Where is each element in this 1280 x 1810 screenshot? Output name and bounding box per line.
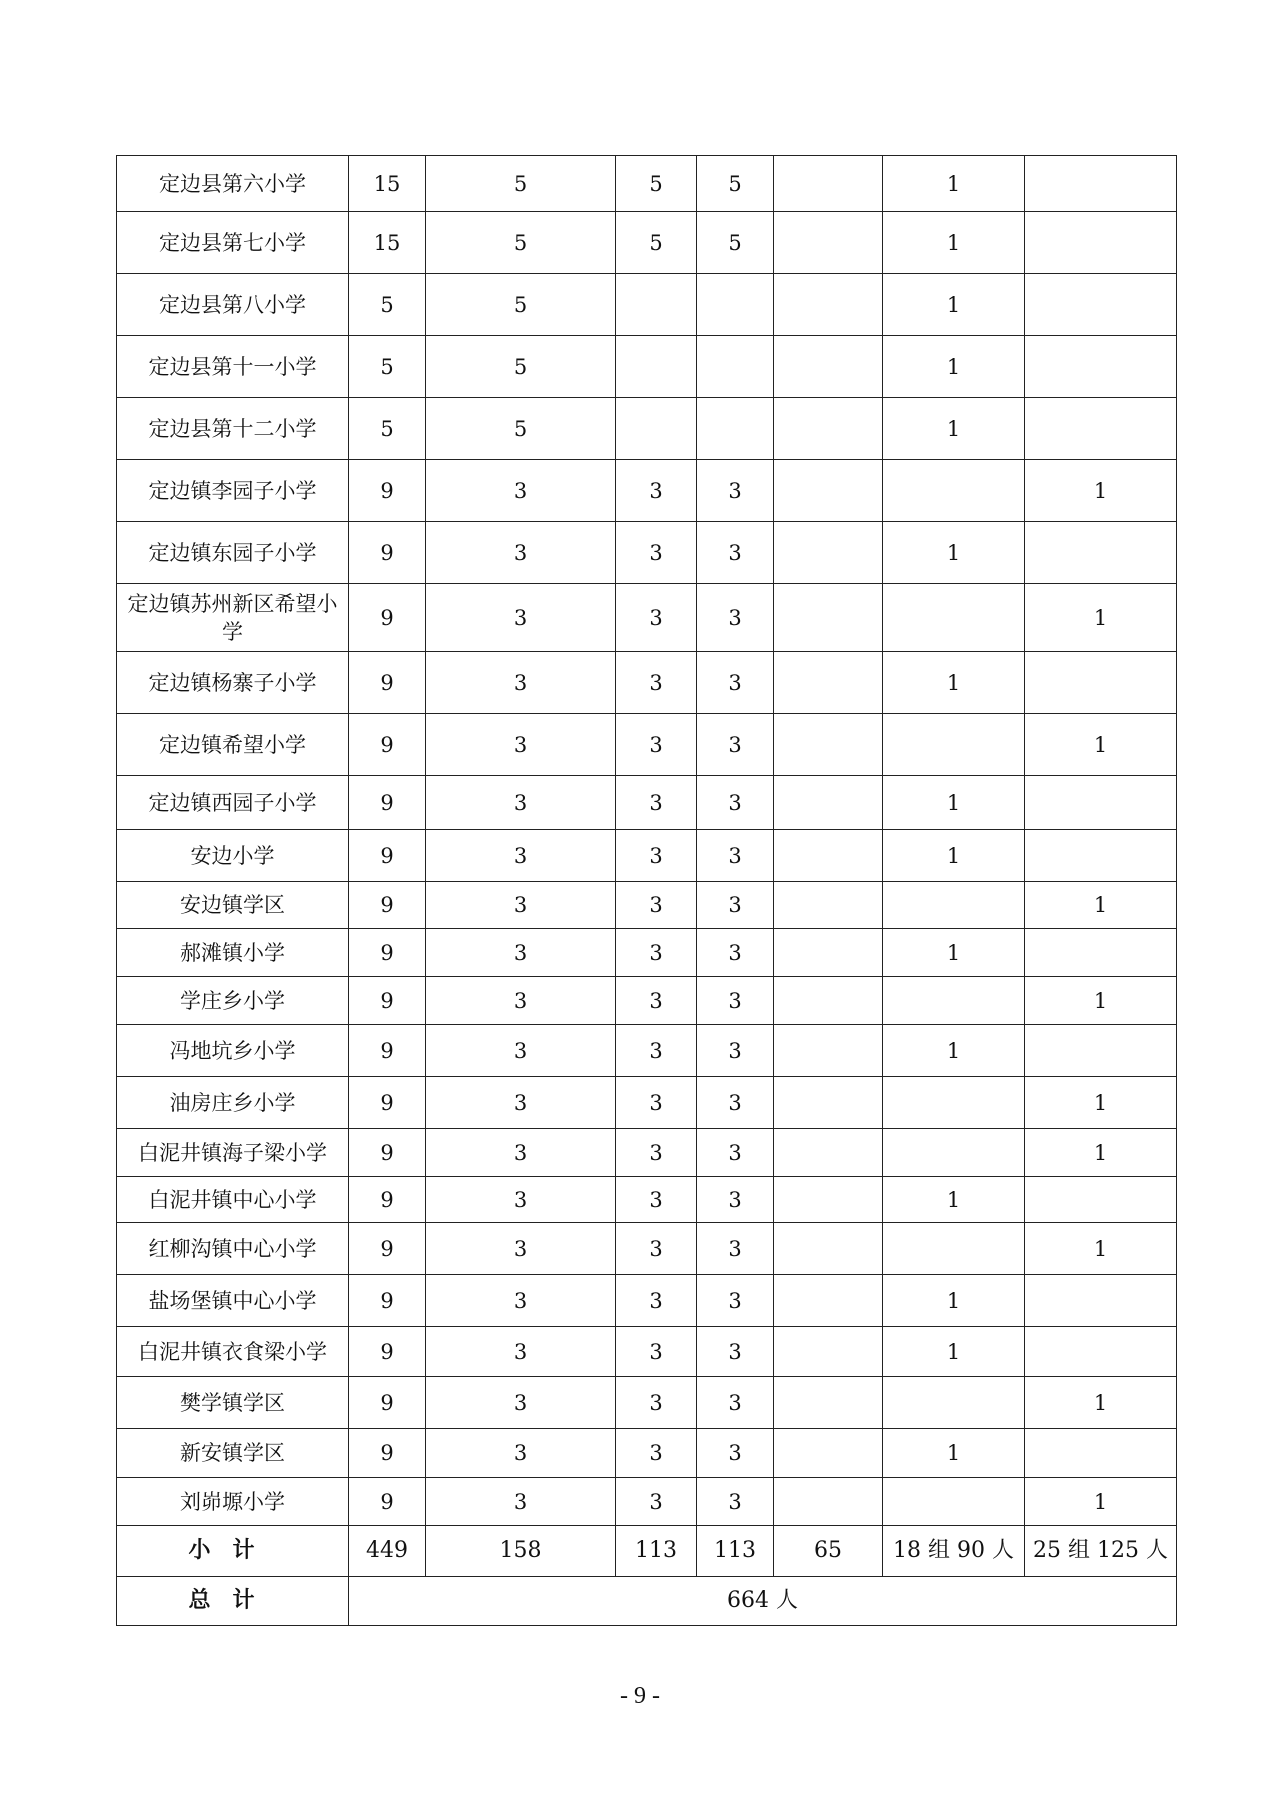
value-cell-c5 (774, 460, 883, 522)
table-row (117, 882, 1177, 929)
value-cell-c6: 1 (883, 1327, 1025, 1377)
value-cell-c4: 3 (697, 1077, 774, 1129)
value-cell-c5 (774, 1275, 883, 1327)
value-cell-c4: 3 (697, 1025, 774, 1077)
subtotal-col7: 25 组 125 人 (1025, 1526, 1177, 1577)
value-cell-total: 9 (349, 977, 426, 1025)
value-cell-c4: 3 (697, 1478, 774, 1526)
school-name-cell: 定边县第十二小学 (117, 398, 349, 460)
table-row (117, 652, 1177, 714)
value-cell-total: 9 (349, 1478, 426, 1526)
value-cell-c2: 5 (426, 212, 616, 274)
value-cell-c7 (1025, 522, 1177, 584)
value-cell-c5 (774, 1478, 883, 1526)
value-cell-c4: 3 (697, 652, 774, 714)
value-cell-c7 (1025, 274, 1177, 336)
value-cell-c3: 3 (616, 977, 697, 1025)
value-cell-c3: 3 (616, 882, 697, 929)
value-cell-total: 9 (349, 929, 426, 977)
value-cell-c2: 3 (426, 1025, 616, 1077)
value-cell-c3: 3 (616, 776, 697, 830)
table-row (117, 1077, 1177, 1129)
value-cell-c6: 1 (883, 1429, 1025, 1478)
school-name-cell: 定边镇西园子小学 (117, 776, 349, 830)
value-cell-c5 (774, 1429, 883, 1478)
value-cell-c6: 1 (883, 212, 1025, 274)
value-cell-c7 (1025, 1327, 1177, 1377)
value-cell-total: 9 (349, 1429, 426, 1478)
table-row (117, 1478, 1177, 1526)
value-cell-c6 (883, 1223, 1025, 1275)
value-cell-c3: 3 (616, 1429, 697, 1478)
value-cell-c5 (774, 1129, 883, 1177)
value-cell-c2: 3 (426, 1177, 616, 1223)
value-cell-total: 9 (349, 522, 426, 584)
value-cell-c3: 3 (616, 1129, 697, 1177)
value-cell-c2: 3 (426, 714, 616, 776)
value-cell-c7 (1025, 1275, 1177, 1327)
value-cell-c7: 1 (1025, 460, 1177, 522)
school-name-cell: 安边小学 (117, 830, 349, 882)
value-cell-c6 (883, 460, 1025, 522)
value-cell-total: 9 (349, 652, 426, 714)
value-cell-c3: 5 (616, 212, 697, 274)
value-cell-c4: 5 (697, 212, 774, 274)
value-cell-c7: 1 (1025, 977, 1177, 1025)
value-cell-total: 9 (349, 584, 426, 652)
value-cell-c2: 3 (426, 1077, 616, 1129)
value-cell-c4: 3 (697, 929, 774, 977)
school-name-cell: 新安镇学区 (117, 1429, 349, 1478)
value-cell-c5 (774, 1377, 883, 1429)
value-cell-c4: 3 (697, 882, 774, 929)
value-cell-c7 (1025, 398, 1177, 460)
value-cell-c4: 3 (697, 1275, 774, 1327)
value-cell-c6: 1 (883, 1275, 1025, 1327)
school-name-cell: 郝滩镇小学 (117, 929, 349, 977)
value-cell-c4: 3 (697, 977, 774, 1025)
value-cell-c2: 3 (426, 1327, 616, 1377)
value-cell-c2: 5 (426, 156, 616, 212)
table-row (117, 1025, 1177, 1077)
value-cell-c3: 3 (616, 1377, 697, 1429)
value-cell-total: 5 (349, 398, 426, 460)
value-cell-c6 (883, 882, 1025, 929)
value-cell-c5 (774, 830, 883, 882)
value-cell-c6 (883, 977, 1025, 1025)
value-cell-c6 (883, 1377, 1025, 1429)
table-row (117, 1223, 1177, 1275)
table-row (117, 212, 1177, 274)
value-cell-c7 (1025, 1177, 1177, 1223)
value-cell-c7 (1025, 212, 1177, 274)
value-cell-c6: 1 (883, 1177, 1025, 1223)
value-cell-c6: 1 (883, 776, 1025, 830)
value-cell-total: 9 (349, 1025, 426, 1077)
value-cell-c4: 3 (697, 522, 774, 584)
value-cell-total: 9 (349, 714, 426, 776)
value-cell-c6: 1 (883, 398, 1025, 460)
value-cell-c6: 1 (883, 929, 1025, 977)
value-cell-c6: 1 (883, 652, 1025, 714)
school-name-cell: 白泥井镇衣食梁小学 (117, 1327, 349, 1377)
value-cell-c3: 5 (616, 156, 697, 212)
value-cell-c7 (1025, 929, 1177, 977)
value-cell-c2: 5 (426, 398, 616, 460)
value-cell-total: 5 (349, 336, 426, 398)
value-cell-c6 (883, 714, 1025, 776)
value-cell-c5 (774, 584, 883, 652)
value-cell-c4: 3 (697, 584, 774, 652)
value-cell-c3: 3 (616, 1275, 697, 1327)
table-row (117, 336, 1177, 398)
value-cell-c3: 3 (616, 460, 697, 522)
value-cell-total: 9 (349, 1275, 426, 1327)
value-cell-c4 (697, 398, 774, 460)
value-cell-c4: 3 (697, 830, 774, 882)
value-cell-c2: 3 (426, 1223, 616, 1275)
value-cell-total: 9 (349, 776, 426, 830)
value-cell-c3: 3 (616, 522, 697, 584)
value-cell-c2: 3 (426, 977, 616, 1025)
value-cell-c6: 1 (883, 336, 1025, 398)
table-row (117, 1377, 1177, 1429)
value-cell-c4: 3 (697, 1177, 774, 1223)
value-cell-c5 (774, 336, 883, 398)
value-cell-c6 (883, 1478, 1025, 1526)
value-cell-c3: 3 (616, 1077, 697, 1129)
value-cell-c2: 3 (426, 776, 616, 830)
value-cell-c4: 5 (697, 156, 774, 212)
school-name-cell: 白泥井镇海子梁小学 (117, 1129, 349, 1177)
value-cell-total: 9 (349, 1129, 426, 1177)
value-cell-c7: 1 (1025, 584, 1177, 652)
school-name-cell: 定边县第七小学 (117, 212, 349, 274)
value-cell-c7: 1 (1025, 1223, 1177, 1275)
value-cell-c2: 3 (426, 830, 616, 882)
value-cell-c2: 3 (426, 1478, 616, 1526)
value-cell-total: 9 (349, 1377, 426, 1429)
table-row (117, 1129, 1177, 1177)
value-cell-c6 (883, 584, 1025, 652)
value-cell-c6: 1 (883, 522, 1025, 584)
value-cell-c5 (774, 714, 883, 776)
table-row (117, 1429, 1177, 1478)
value-cell-c3: 3 (616, 652, 697, 714)
value-cell-c2: 3 (426, 460, 616, 522)
value-cell-c3: 3 (616, 1478, 697, 1526)
value-cell-c5 (774, 652, 883, 714)
value-cell-c2: 3 (426, 929, 616, 977)
value-cell-total: 15 (349, 156, 426, 212)
value-cell-total: 9 (349, 460, 426, 522)
value-cell-c7: 1 (1025, 714, 1177, 776)
subtotal-col3: 113 (616, 1526, 697, 1577)
value-cell-c5 (774, 1223, 883, 1275)
value-cell-c3: 3 (616, 830, 697, 882)
value-cell-c6: 1 (883, 274, 1025, 336)
school-name-cell: 盐场堡镇中心小学 (117, 1275, 349, 1327)
value-cell-c3: 3 (616, 1177, 697, 1223)
value-cell-c5 (774, 1177, 883, 1223)
value-cell-c7 (1025, 156, 1177, 212)
subtotal-col2: 158 (426, 1526, 616, 1577)
grand-total-value: 664 人 (349, 1577, 1177, 1626)
value-cell-c2: 5 (426, 274, 616, 336)
school-name-cell: 樊学镇学区 (117, 1377, 349, 1429)
school-name-cell: 安边镇学区 (117, 882, 349, 929)
value-cell-c3: 3 (616, 929, 697, 977)
value-cell-c5 (774, 776, 883, 830)
value-cell-total: 9 (349, 1223, 426, 1275)
school-name-cell: 定边镇苏州新区希望小学 (117, 584, 349, 652)
value-cell-c6: 1 (883, 1025, 1025, 1077)
value-cell-c7: 1 (1025, 1129, 1177, 1177)
value-cell-total: 9 (349, 882, 426, 929)
school-name-cell: 定边县第八小学 (117, 274, 349, 336)
grand-total-row (117, 1577, 1177, 1626)
value-cell-c4: 3 (697, 1377, 774, 1429)
value-cell-c3 (616, 274, 697, 336)
school-name-cell: 定边镇东园子小学 (117, 522, 349, 584)
value-cell-c5 (774, 1025, 883, 1077)
value-cell-c7: 1 (1025, 1077, 1177, 1129)
value-cell-c4: 3 (697, 1327, 774, 1377)
value-cell-c5 (774, 212, 883, 274)
subtotal-row (117, 1526, 1177, 1577)
school-name-cell: 红柳沟镇中心小学 (117, 1223, 349, 1275)
school-name-cell: 定边镇希望小学 (117, 714, 349, 776)
table-row (117, 714, 1177, 776)
value-cell-c2: 3 (426, 522, 616, 584)
value-cell-c3: 3 (616, 1223, 697, 1275)
table-row (117, 1275, 1177, 1327)
value-cell-c3: 3 (616, 714, 697, 776)
school-quota-table (116, 155, 1177, 1626)
value-cell-c2: 3 (426, 652, 616, 714)
value-cell-c6 (883, 1129, 1025, 1177)
value-cell-c2: 3 (426, 1429, 616, 1478)
value-cell-c5 (774, 1327, 883, 1377)
table-row (117, 830, 1177, 882)
value-cell-c7 (1025, 1025, 1177, 1077)
subtotal-col6: 18 组 90 人 (883, 1526, 1025, 1577)
value-cell-c5 (774, 977, 883, 1025)
school-name-cell: 白泥井镇中心小学 (117, 1177, 349, 1223)
subtotal-col4: 113 (697, 1526, 774, 1577)
school-name-cell: 定边县第六小学 (117, 156, 349, 212)
value-cell-c2: 5 (426, 336, 616, 398)
value-cell-c3 (616, 336, 697, 398)
table-row (117, 776, 1177, 830)
value-cell-c4: 3 (697, 460, 774, 522)
school-name-cell: 刘峁塬小学 (117, 1478, 349, 1526)
school-name-cell: 定边县第十一小学 (117, 336, 349, 398)
value-cell-c2: 3 (426, 1275, 616, 1327)
subtotal-col5: 65 (774, 1526, 883, 1577)
table-row (117, 1177, 1177, 1223)
school-name-cell: 定边镇李园子小学 (117, 460, 349, 522)
table-row (117, 929, 1177, 977)
value-cell-c4: 3 (697, 776, 774, 830)
table-body (117, 156, 1177, 1526)
value-cell-c3: 3 (616, 584, 697, 652)
value-cell-c7: 1 (1025, 1377, 1177, 1429)
value-cell-total: 5 (349, 274, 426, 336)
value-cell-c5 (774, 522, 883, 584)
school-name-cell: 定边镇杨寨子小学 (117, 652, 349, 714)
value-cell-total: 9 (349, 1327, 426, 1377)
value-cell-c4 (697, 336, 774, 398)
value-cell-c3 (616, 398, 697, 460)
value-cell-c5 (774, 398, 883, 460)
table-row (117, 977, 1177, 1025)
subtotal-label: 小计 (117, 1526, 349, 1577)
value-cell-c7: 1 (1025, 882, 1177, 929)
school-name-cell: 冯地坑乡小学 (117, 1025, 349, 1077)
table-row (117, 156, 1177, 212)
value-cell-c7 (1025, 1429, 1177, 1478)
value-cell-total: 9 (349, 830, 426, 882)
subtotal-total: 449 (349, 1526, 426, 1577)
table-row (117, 460, 1177, 522)
value-cell-c5 (774, 156, 883, 212)
value-cell-total: 9 (349, 1177, 426, 1223)
value-cell-total: 15 (349, 212, 426, 274)
value-cell-c7 (1025, 336, 1177, 398)
value-cell-c7 (1025, 830, 1177, 882)
school-name-cell: 学庄乡小学 (117, 977, 349, 1025)
value-cell-c6: 1 (883, 830, 1025, 882)
value-cell-c6 (883, 1077, 1025, 1129)
value-cell-c7 (1025, 652, 1177, 714)
value-cell-c2: 3 (426, 584, 616, 652)
value-cell-c4 (697, 274, 774, 336)
value-cell-c6: 1 (883, 156, 1025, 212)
school-name-cell: 油房庄乡小学 (117, 1077, 349, 1129)
value-cell-c4: 3 (697, 1129, 774, 1177)
table-row (117, 274, 1177, 336)
table-row (117, 398, 1177, 460)
value-cell-c4: 3 (697, 1429, 774, 1478)
table-row (117, 1327, 1177, 1377)
table-row (117, 584, 1177, 652)
grand-total-label: 总计 (117, 1577, 349, 1626)
value-cell-c2: 3 (426, 882, 616, 929)
summary-section (117, 1526, 1177, 1626)
value-cell-c7 (1025, 776, 1177, 830)
value-cell-c2: 3 (426, 1377, 616, 1429)
value-cell-c5 (774, 1077, 883, 1129)
table-row (117, 522, 1177, 584)
value-cell-c3: 3 (616, 1025, 697, 1077)
value-cell-c7: 1 (1025, 1478, 1177, 1526)
value-cell-c4: 3 (697, 714, 774, 776)
value-cell-c5 (774, 274, 883, 336)
value-cell-total: 9 (349, 1077, 426, 1129)
page-number: - 9 - (620, 1683, 660, 1709)
value-cell-c5 (774, 882, 883, 929)
value-cell-c2: 3 (426, 1129, 616, 1177)
value-cell-c4: 3 (697, 1223, 774, 1275)
value-cell-c5 (774, 929, 883, 977)
value-cell-c3: 3 (616, 1327, 697, 1377)
